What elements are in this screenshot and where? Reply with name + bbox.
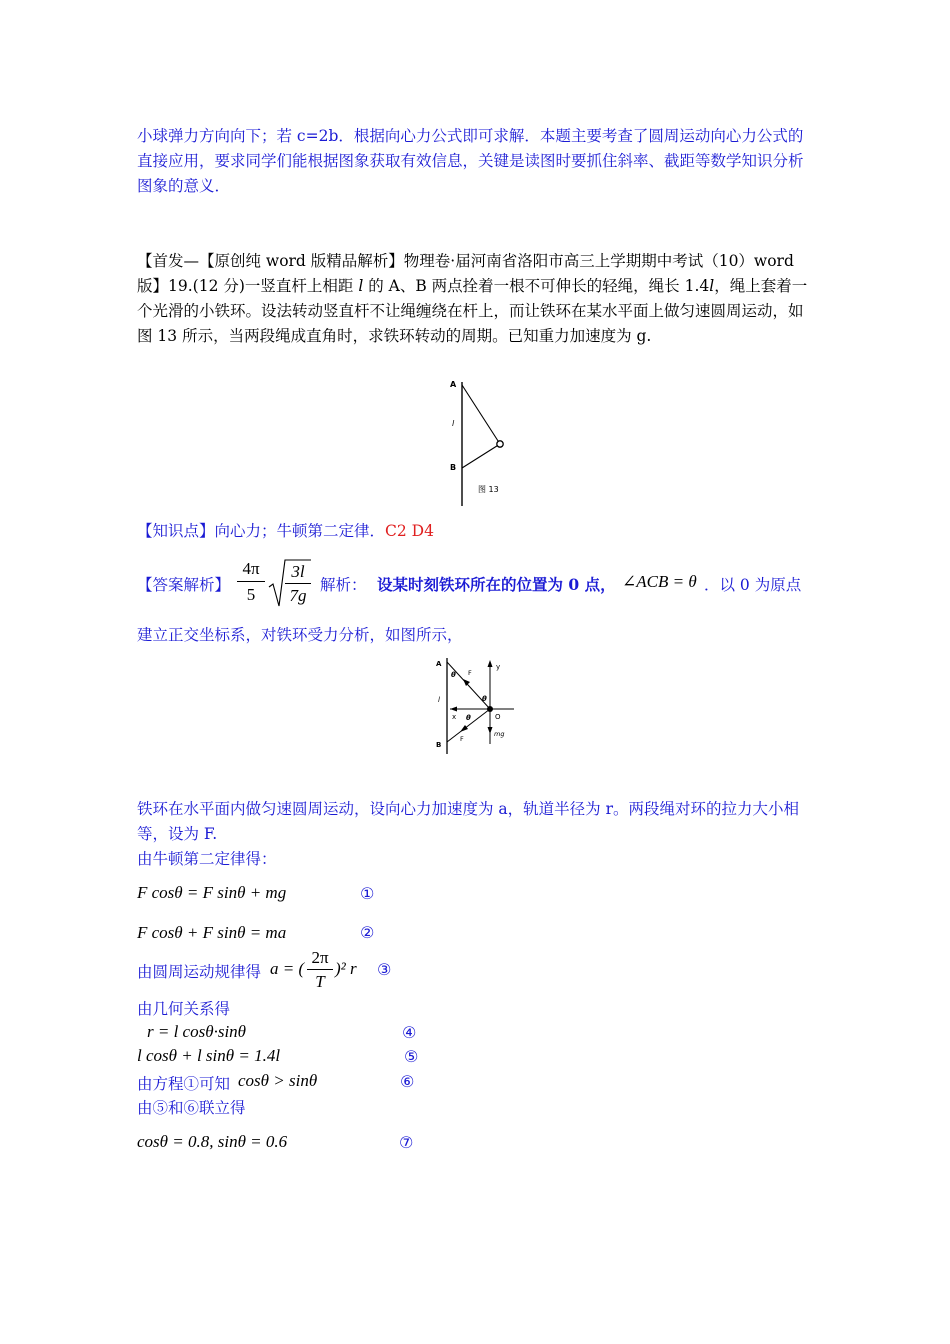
body-joint: 由⑤和⑥联立得	[137, 1099, 246, 1117]
equation-2: F cosθ + F sinθ = ma	[137, 923, 287, 942]
problem-l-symbol-2: l	[709, 277, 715, 295]
answer-jiexi: 解析：	[320, 576, 367, 594]
fig1-caption: 图 13	[478, 485, 499, 494]
fig1-ring	[497, 441, 503, 447]
knowledge-codes: C2 D4	[385, 522, 434, 540]
answer-line	[137, 557, 827, 613]
knowledge-point	[137, 519, 817, 544]
force-diagram	[430, 652, 522, 756]
fig1-rope-lower	[462, 444, 500, 468]
from1-prefix: 由方程①可知	[137, 1075, 231, 1093]
fig2-label-o: O	[495, 713, 501, 721]
answer-frac-num: 4π	[237, 557, 265, 582]
fig2-label-mg: mg	[494, 730, 505, 738]
fig2-arrow-f-upper	[463, 679, 470, 686]
fig2-arrow-y	[488, 660, 493, 667]
fig2-label-f-upper: F	[468, 669, 472, 677]
equation-5-number: ⑤	[404, 1047, 419, 1066]
fig2-label-y: y	[496, 663, 501, 671]
fig2-label-theta-a: θ	[451, 671, 456, 679]
problem-text-b: 的 A、B 两点拴着一根不可伸长的轻绳，绳长 1.4	[363, 277, 710, 295]
problem-header: 【首发—【原创纯 word 版精品解析】物理卷·届河南省洛阳市高三上学期期中考试（10）word 版】	[137, 252, 794, 295]
answer-sqrt-num: 3l	[285, 561, 311, 584]
equation-5: l cosθ + l sinθ = 1.4l	[137, 1046, 281, 1065]
equation-7-number: ⑦	[399, 1133, 414, 1152]
equation-1: F cosθ = F sinθ + mg	[137, 883, 287, 902]
fig2-arrow-mg	[488, 727, 493, 734]
circ-prefix: 由圆周运动规律得	[137, 963, 262, 981]
answer-tail: ．以 0 为原点	[704, 576, 802, 594]
fig1-label-a: A	[450, 380, 457, 389]
body-newton: 由牛顿第二定律得：	[137, 850, 277, 868]
answer-bold-text: 设某时刻铁环所在的位置为 0 点，	[377, 575, 616, 594]
fig2-ring	[487, 706, 493, 712]
circ-num: 2π	[307, 947, 333, 970]
circ-lhs: a = (	[270, 959, 305, 978]
equation-6-line	[137, 1071, 437, 1097]
knowledge-prefix: 【知识点】向心力；牛顿第二定律．	[137, 522, 386, 540]
circ-den: T	[315, 972, 325, 991]
fig2-label-theta-top: θ	[482, 695, 487, 703]
fig2-label-l: l	[438, 696, 440, 704]
fig1-label-b: B	[450, 463, 457, 472]
figure-13	[445, 372, 525, 508]
intro-paragraph: 小球弹力方向向下；若 c=2b．根据向心力公式即可求解．本题主要考查了圆周运动向心力公式的直接应用，要求同学们能根据图象获取有效信息，关键是读图时要抓住斜率、截距等数学知识分析图象的意义．	[137, 127, 804, 195]
fig2-arrow-f-lower	[460, 725, 468, 732]
equation-3-number: ③	[377, 960, 392, 979]
fig2-label-x: x	[452, 713, 457, 721]
answer-angle: ∠ACB = θ	[622, 572, 697, 591]
answer-prefix: 【答案解析】	[137, 576, 231, 594]
fig1-rope-upper	[462, 385, 500, 444]
equation-4: r = l cosθ·sinθ	[147, 1022, 247, 1041]
problem-l-symbol: l	[358, 277, 364, 295]
circ-rhs: )² r	[335, 959, 357, 978]
fig2-arrow-x	[450, 707, 457, 712]
fig2-label-f-lower: F	[460, 735, 464, 743]
from1-math: cosθ > sinθ	[238, 1071, 318, 1090]
circ-fraction	[307, 947, 333, 994]
fig2-label-theta-side: θ	[466, 714, 471, 722]
body-para-1: 铁环在水平面内做匀速圆周运动，设向心力加速度为 a，轨道半径为 r。两段绳对环的拉力大小相等，设为 F.	[137, 800, 800, 843]
answer-line-2: 建立正交坐标系，对铁环受力分析，如图所示，	[137, 626, 463, 644]
fig2-label-b: B	[436, 741, 442, 749]
problem-text-c: ，绳上套着一个光滑的小铁环。设法转动竖直杆不让绳缠绕在杆上，而让铁环在某水平面上做匀速圆周运动，如图 13 所示，当两段绳成直角时，求铁环转动的周期。已知重力加速度为 g.	[137, 277, 808, 345]
answer-sqrt-den: 7g	[289, 586, 307, 605]
equation-7: cosθ = 0.8, sinθ = 0.6	[137, 1132, 288, 1151]
problem-statement	[137, 249, 817, 349]
equation-1-number: ①	[360, 884, 375, 903]
answer-fraction	[237, 557, 265, 608]
body-geometry: 由几何关系得	[137, 1000, 231, 1018]
equation-6-number: ⑥	[400, 1072, 415, 1091]
answer-frac-den: 5	[246, 585, 256, 604]
problem-text-a: 19.(12 分)一竖直杆上相距	[168, 277, 359, 295]
equation-2-number: ②	[360, 923, 375, 942]
equation-4-number: ④	[402, 1023, 417, 1042]
fig1-label-l: l	[452, 419, 455, 428]
answer-sqrt-fraction	[285, 561, 311, 608]
fig2-label-a: A	[436, 660, 442, 668]
